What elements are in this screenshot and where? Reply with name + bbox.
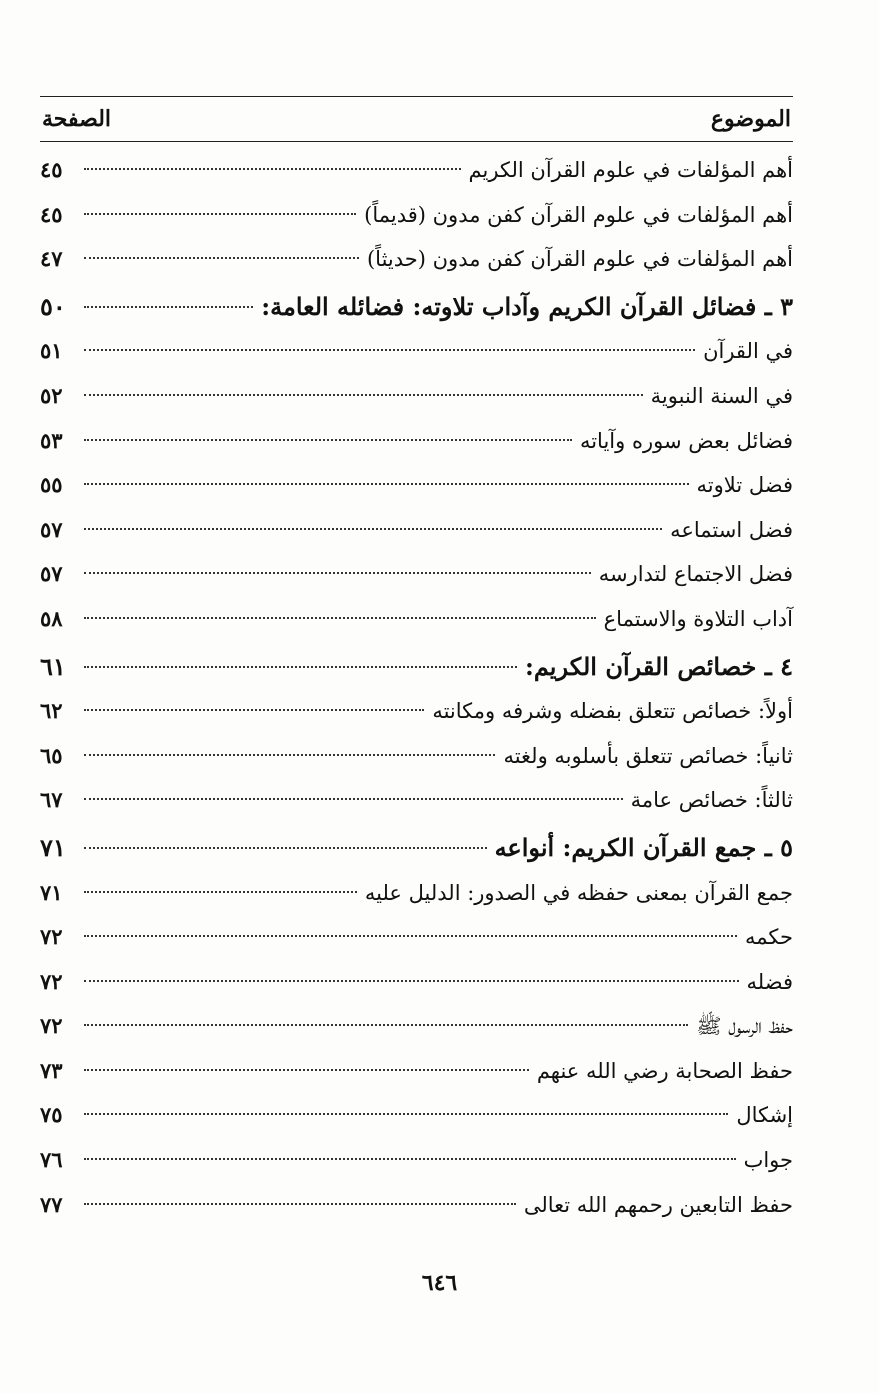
toc-entry-page: ٧٥ <box>40 1102 63 1128</box>
dot-leader <box>84 483 689 485</box>
toc-entry-title: فضل استماعه <box>670 517 793 542</box>
toc-entry-page: ٦٥ <box>40 742 63 768</box>
toc-entry-page: ٧١ <box>40 832 66 862</box>
dot-leader <box>84 528 662 530</box>
toc-entry-page: ٥٧ <box>40 516 63 542</box>
toc-header <box>40 97 793 141</box>
toc-entry-title: حفظ الرسول ﷺ <box>696 1014 793 1039</box>
toc-entry <box>40 960 793 1005</box>
dot-leader <box>84 306 253 308</box>
toc-entry-title: أهم المؤلفات في علوم القرآن الكريم <box>468 158 793 182</box>
toc-entry <box>40 1183 793 1228</box>
dot-leader <box>84 980 739 982</box>
toc-entry <box>40 329 793 374</box>
toc-section-heading <box>40 645 793 690</box>
dot-leader <box>84 935 737 937</box>
toc-entry-page: ٦١ <box>40 651 66 681</box>
toc-entry-page: ٥٥ <box>40 472 63 498</box>
dot-leader <box>84 709 424 711</box>
dot-leader <box>84 257 359 259</box>
toc-entry-page: ٥٢ <box>40 382 63 408</box>
toc-entry-page: ٧٦ <box>40 1147 63 1173</box>
toc-entry-title: أهم المؤلفات في علوم القرآن كفن مدون (حديثاً) <box>366 247 793 272</box>
dot-leader <box>84 754 495 756</box>
toc-entry-page: ٤٧ <box>40 246 63 272</box>
toc-entry-page: ٥٧ <box>40 561 63 587</box>
toc-entry <box>40 1004 793 1049</box>
toc-entry <box>40 915 793 960</box>
header-rule <box>40 141 793 142</box>
dot-leader <box>84 1158 736 1160</box>
toc-entry-title: فضل تلاوته <box>696 473 793 498</box>
dot-leader <box>84 349 695 351</box>
toc-entry-title: جمع القرآن بمعنى حفظه في الصدور: الدليل عليه <box>364 880 793 905</box>
toc-entry-title: أهم المؤلفات في علوم القرآن كفن مدون (قديماً) <box>364 202 793 227</box>
dot-leader <box>84 798 623 800</box>
toc-entry <box>40 1093 793 1138</box>
dot-leader <box>84 847 487 849</box>
topic-column-label: الموضوع <box>710 106 791 132</box>
toc-entry <box>40 237 793 282</box>
toc-entry-page: ٧٣ <box>40 1057 63 1083</box>
toc-entry <box>40 374 793 419</box>
dot-leader <box>84 666 517 668</box>
dot-leader <box>84 1113 728 1115</box>
dot-leader <box>84 1069 529 1071</box>
toc-entry-title: جواب <box>743 1148 793 1173</box>
toc-entry-title: ٤ ـ خصائص القرآن الكريم: <box>524 651 793 681</box>
toc-entry <box>40 193 793 238</box>
dot-leader <box>84 891 357 893</box>
toc-entry-page: ٧٢ <box>40 968 63 994</box>
toc-entry-title: ثالثاً: خصائص عامة <box>630 788 793 813</box>
dot-leader <box>84 1024 688 1026</box>
toc-entry <box>40 871 793 916</box>
toc-entry-page: ٧٢ <box>40 924 63 950</box>
toc-entry <box>40 597 793 642</box>
toc-entry-title: أولاً: خصائص تتعلق بفضله وشرفه ومكانته <box>432 699 793 724</box>
toc-entry <box>40 419 793 464</box>
toc-entry-page: ٥٠ <box>40 291 66 321</box>
toc-entry-title: فضل الاجتماع لتدارسه <box>598 562 793 587</box>
toc-entry <box>40 463 793 508</box>
dot-leader <box>84 213 356 215</box>
toc-entry-title: حفظ التابعين رحمهم الله تعالى <box>523 1192 793 1217</box>
toc-entry-title: في القرآن <box>703 339 793 364</box>
toc-entry <box>40 689 793 734</box>
toc-entry <box>40 148 793 193</box>
toc-section-heading <box>40 826 793 871</box>
dot-leader <box>84 572 591 574</box>
toc-entry <box>40 1049 793 1094</box>
toc-entry-title: آداب التلاوة والاستماع <box>603 606 793 631</box>
toc-entry-page: ٦٧ <box>40 787 63 813</box>
page-number: ٦٤٦ <box>421 1270 458 1296</box>
toc-entry <box>40 508 793 553</box>
toc-entry-page: ٥٨ <box>40 605 63 631</box>
dot-leader <box>84 439 572 441</box>
toc-entries <box>40 148 793 1227</box>
toc-entry-page: ٤٥ <box>40 201 63 227</box>
toc-entry-page: ٧٧ <box>40 1191 63 1217</box>
dot-leader <box>84 394 643 396</box>
toc-entry-title: حكمه <box>745 925 793 950</box>
toc-entry-page: ٧٢ <box>40 1013 63 1039</box>
toc-entry-title: ٣ ـ فضائل القرآن الكريم وآداب تلاوته: فضائله العامة: <box>261 291 793 321</box>
toc-entry-page: ٥١ <box>40 338 63 364</box>
toc-entry-page: ٤٥ <box>40 157 63 182</box>
toc-entry-title: ثانياً: خصائص تتعلق بأسلوبه ولغته <box>503 743 793 768</box>
toc-entry <box>40 778 793 823</box>
toc-entry-title: فضائل بعض سوره وآياته <box>579 428 793 453</box>
toc-entry <box>40 552 793 597</box>
toc-entry-page: ٥٣ <box>40 427 63 453</box>
toc-entry-title: إشكال <box>736 1103 793 1128</box>
toc-page <box>40 96 793 1227</box>
toc-entry-title: حفظ الصحابة رضي الله عنهم <box>536 1058 793 1083</box>
dot-leader <box>84 1203 516 1205</box>
toc-entry-title: ٥ ـ جمع القرآن الكريم: أنواعه <box>494 832 793 862</box>
dot-leader <box>84 168 461 170</box>
toc-entry-page: ٧١ <box>40 879 63 905</box>
toc-entry-title: فضله <box>746 969 793 994</box>
page-column-label: الصفحة <box>42 106 112 132</box>
toc-section-heading <box>40 285 793 330</box>
toc-entry <box>40 734 793 779</box>
toc-entry-title: في السنة النبوية <box>650 383 793 408</box>
toc-entry-page: ٦٢ <box>40 698 63 724</box>
dot-leader <box>84 617 596 619</box>
toc-entry <box>40 1138 793 1183</box>
